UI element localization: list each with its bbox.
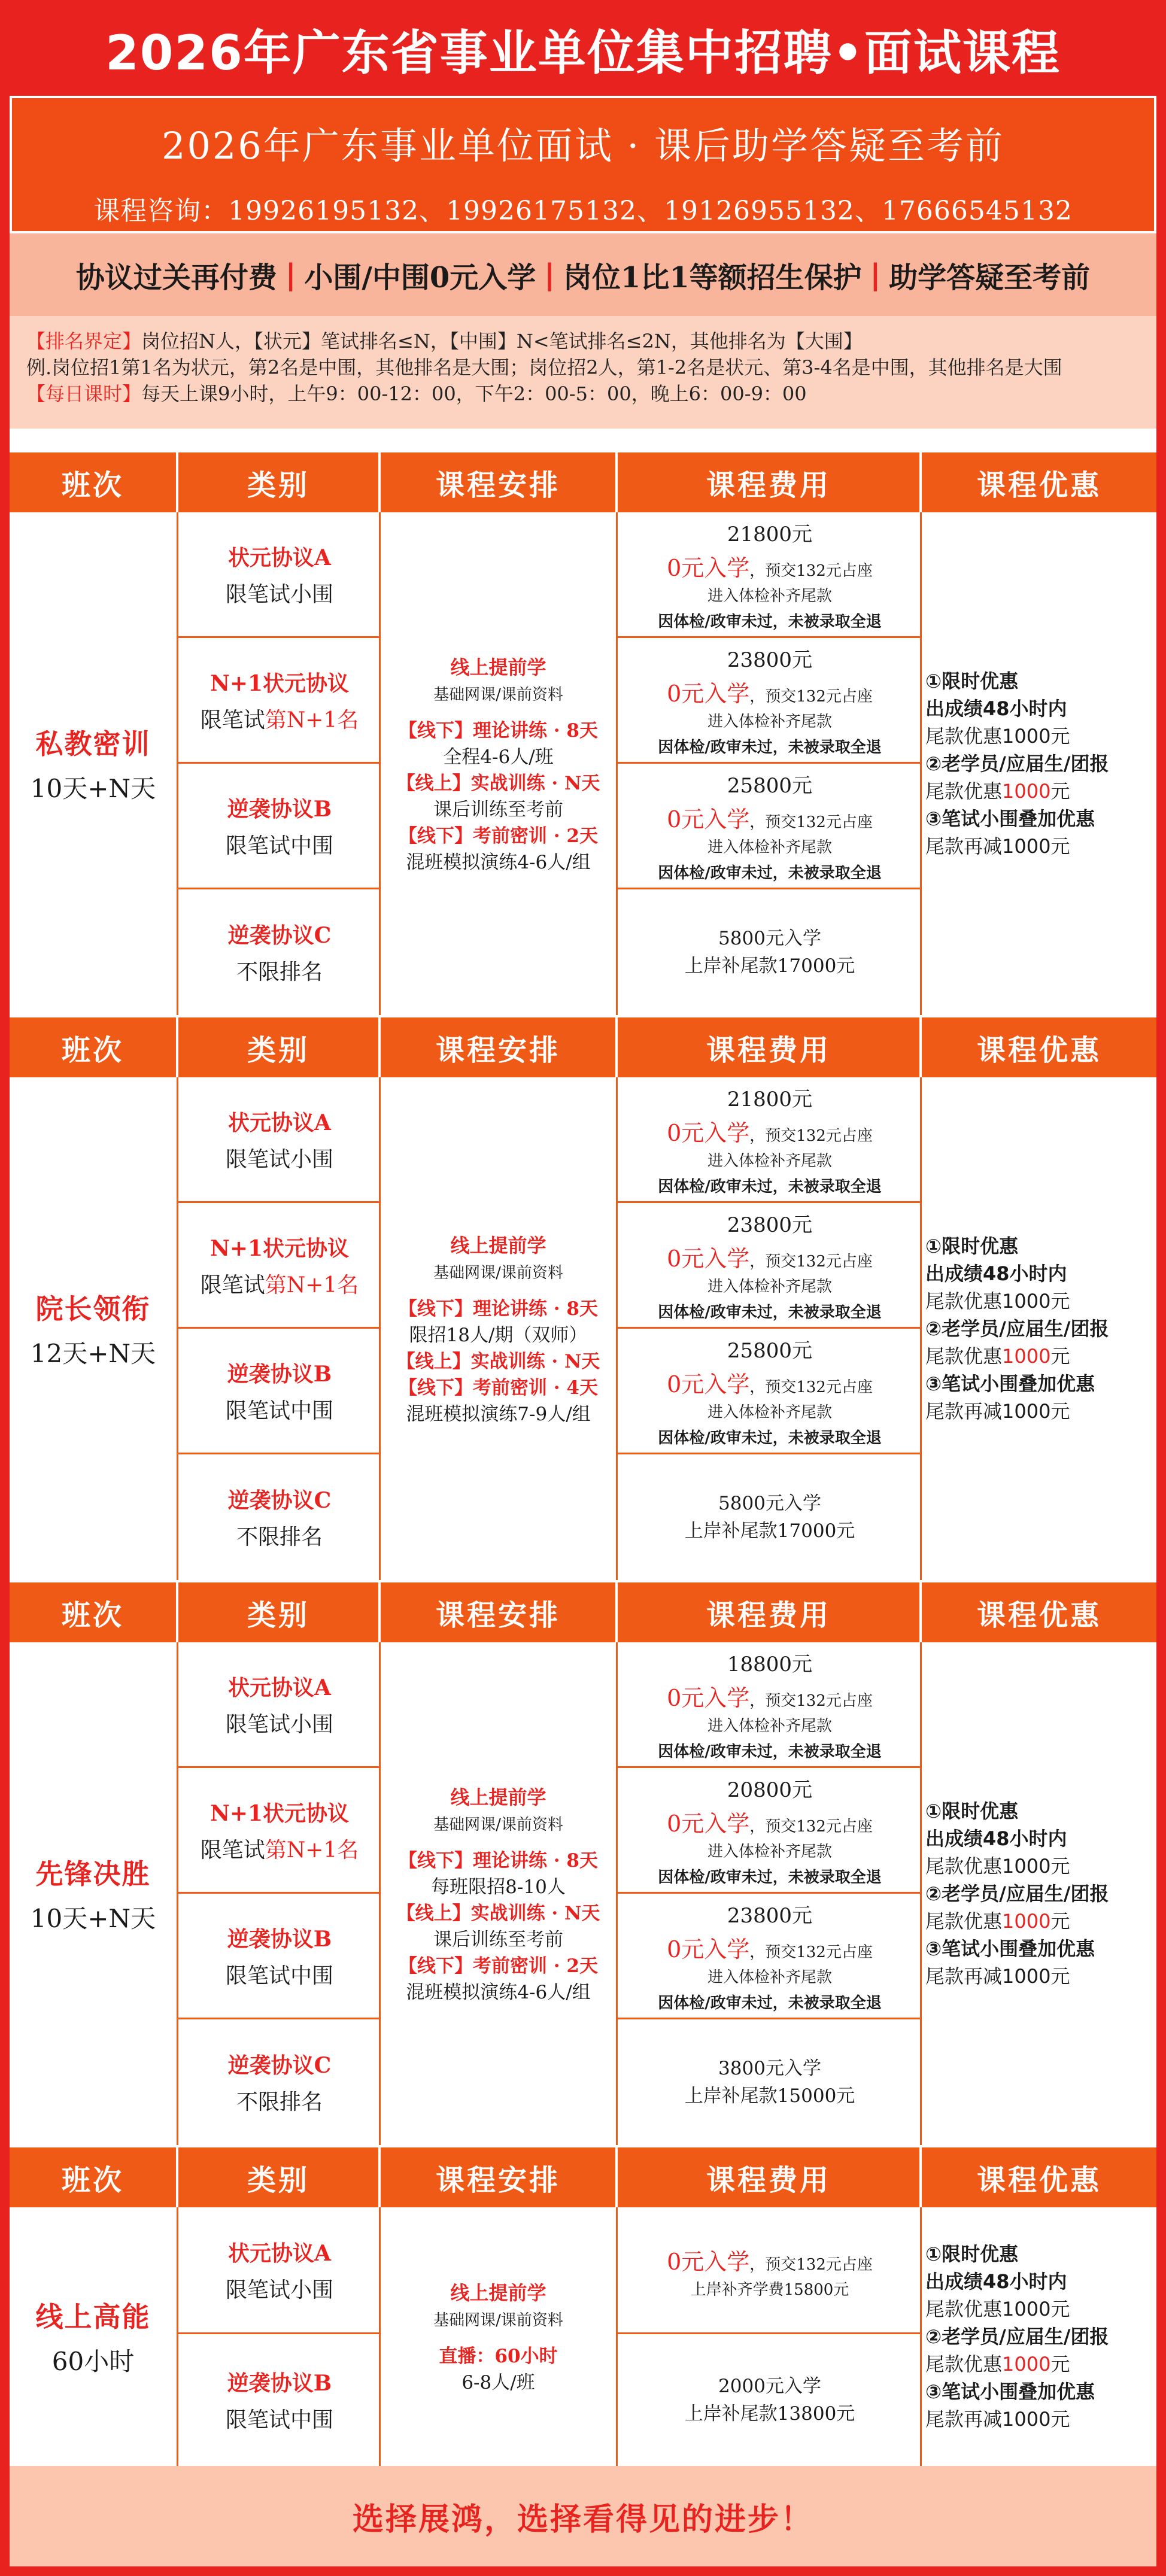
category-cell	[178, 1894, 381, 2019]
fee-zero-entry: 0元入学，预交132元占座	[667, 554, 873, 581]
header-discount: 课程优惠	[976, 468, 1101, 502]
schedule-line: 课后训练至考前	[433, 1928, 563, 1951]
schedule-cell	[381, 1077, 618, 1580]
schedule-line: 【线下】理论讲练 · 8天	[399, 1849, 598, 1872]
fee-balance: 上岸补尾款13800元	[684, 2403, 855, 2425]
note-text: 每天上课9小时，上午9：00-12：00，下午2：00-5：00，晚上6：00-9：00	[141, 382, 807, 405]
category-sub: 不限排名	[236, 1525, 323, 1550]
schedule-line: 限招18人/期（双师）	[409, 1324, 588, 1346]
category-sub: 限笔试小围	[225, 1147, 333, 1172]
fee-cell	[618, 1894, 922, 2019]
category-sub: 不限排名	[236, 2090, 323, 2115]
schedule-line: 【线下】考前密训 · 2天	[399, 1955, 598, 1977]
schedule-line: 【线下】理论讲练 · 8天	[399, 719, 598, 742]
fee-cell	[618, 1642, 922, 1768]
schedule-line: 课后训练至考前	[433, 798, 563, 821]
discount-line: ③笔试小围叠加优惠	[925, 1372, 1095, 1395]
table-header	[10, 1017, 1156, 1077]
fee-makeup: 进入体检补齐尾款	[707, 838, 832, 856]
footer-slogan: 选择展鸿，选择看得见的进步！	[10, 2466, 1156, 2566]
header-class: 班次	[10, 1017, 178, 1077]
category-title: 逆袭协议B	[227, 1926, 332, 1952]
header-category: 类别	[178, 452, 381, 512]
discount-line: ②老学员/应届生/团报	[925, 2325, 1109, 2348]
fee-price: 18800元	[727, 1652, 813, 1676]
fee-balance: 上岸补尾款17000元	[684, 1520, 855, 1542]
schedule-cell	[381, 512, 618, 1015]
discount-line: 尾款优惠1000元	[925, 1345, 1070, 1368]
fee-refund: 因体检/政审未过，未被录取全退	[658, 1177, 882, 1196]
fee-refund: 因体检/政审未过，未被录取全退	[658, 738, 882, 757]
discount-line: ①限时优惠	[925, 2243, 1019, 2265]
fee-entry: 2000元入学	[718, 2375, 821, 2397]
discount-cell	[922, 2207, 1156, 2466]
fee-makeup: 进入体检补齐尾款	[707, 1968, 832, 1986]
schedule-line: 每班限招8-10人	[431, 1876, 566, 1898]
fee-refund: 因体检/政审未过，未被录取全退	[658, 1742, 882, 1761]
discount-cell	[922, 1077, 1156, 1580]
category-cell	[178, 638, 381, 764]
fee-cell	[618, 764, 922, 889]
discount-line: 出成绩48小时内	[925, 2270, 1067, 2293]
category-title: N+1状元协议	[209, 1235, 350, 1261]
category-sub	[201, 1268, 359, 1299]
discount-line: 出成绩48小时内	[925, 1262, 1067, 1285]
fee-column	[618, 2207, 922, 2466]
category-cell	[178, 2019, 381, 2145]
class-name: 先锋决胜	[35, 1858, 151, 1890]
category-cell	[178, 1203, 381, 1329]
category-column	[178, 1077, 381, 1580]
note-text: 岗位招N人，【状元】笔试排名≤N，【中围】N<笔试排名≤2N，其他排名为【大围】	[141, 330, 863, 353]
category-sub: 限笔试小围	[225, 1712, 333, 1737]
schedule-online-pre: 线上提前学	[450, 1785, 546, 1809]
schedule-online-sub: 基础网课/课前资料	[433, 2311, 563, 2329]
category-title: 逆袭协议B	[227, 1361, 332, 1387]
fee-cell	[618, 1203, 922, 1329]
class-name-cell	[10, 1642, 178, 2145]
category-sub-a: 限笔试	[200, 707, 265, 733]
promise-item: 助学答疑至考前	[889, 260, 1091, 294]
fee-zero-entry: 0元入学，预交132元占座	[667, 1245, 873, 1272]
fee-price: 21800元	[727, 1087, 813, 1111]
fee-column	[618, 1077, 922, 1580]
fee-zero-entry: 0元入学，预交132元占座	[667, 2248, 873, 2275]
category-title: 状元协议A	[228, 1675, 331, 1700]
category-sub: 限笔试中围	[225, 2408, 333, 2432]
fee-refund: 因体检/政审未过，未被录取全退	[658, 1303, 882, 1322]
fee-cell	[618, 1077, 922, 1203]
promise-item: 协议过关再付费	[75, 260, 277, 294]
schedule-line: 【线下】考前密训 · 4天	[399, 1377, 598, 1399]
divider: |	[285, 258, 296, 291]
category-title: 状元协议A	[228, 545, 331, 570]
fee-refund: 因体检/政审未过，未被录取全退	[658, 1429, 882, 1447]
discount-line: 尾款再减1000元	[925, 835, 1070, 858]
discount-line: 尾款优惠1000元	[925, 1910, 1070, 1933]
category-sub: 限笔试中围	[225, 1963, 333, 1988]
class-name-cell	[10, 512, 178, 1015]
category-sub-a: 限笔试	[200, 1272, 265, 1298]
schedule-cell	[381, 2207, 618, 2466]
schedule-line: 【线下】理论讲练 · 8天	[399, 1298, 598, 1320]
discount-line: 尾款优惠1000元	[925, 780, 1070, 803]
note-line	[26, 354, 1140, 381]
discount-cell	[922, 1642, 1156, 2145]
category-title: N+1状元协议	[209, 1800, 350, 1826]
discount-line: ③笔试小围叠加优惠	[925, 807, 1095, 830]
fee-zero-entry: 0元入学，预交132元占座	[667, 680, 873, 707]
fee-cell	[618, 889, 922, 1015]
fee-cell	[618, 2019, 922, 2145]
header-schedule: 课程安排	[381, 2147, 618, 2207]
discount-line: ①限时优惠	[925, 1800, 1019, 1822]
course-table-frame	[10, 96, 1156, 2566]
category-cell	[178, 1077, 381, 1203]
header-schedule: 课程安排	[381, 1582, 618, 1642]
top-banner	[10, 96, 1156, 233]
fee-makeup: 进入体检补齐尾款	[707, 1277, 832, 1296]
schedule-line: 直播：60小时	[439, 2345, 558, 2367]
header-category: 类别	[178, 1582, 381, 1642]
discount-line: 出成绩48小时内	[925, 697, 1067, 720]
note-tag: 【每日课时】	[26, 382, 142, 405]
category-title: 逆袭协议B	[227, 2371, 332, 2396]
category-column	[178, 2207, 381, 2466]
class-duration: 10天+N天	[30, 774, 156, 803]
category-title: N+1状元协议	[209, 670, 350, 696]
fee-entry: 5800元入学	[718, 1493, 821, 1514]
header-category: 类别	[178, 2147, 381, 2207]
discount-line: ①限时优惠	[925, 1235, 1019, 1257]
schedule-online-pre: 线上提前学	[450, 655, 546, 679]
category-title: 逆袭协议B	[227, 796, 332, 822]
fee-cell	[618, 1768, 922, 1894]
class-duration: 60小时	[51, 2347, 135, 2376]
schedule-online-pre: 线上提前学	[450, 2281, 546, 2304]
header-fee: 课程费用	[618, 2147, 922, 2207]
fee-price: 25800元	[727, 773, 813, 798]
schedule-line: 【线上】实战训练 · N天	[396, 1350, 600, 1372]
fee-price: 25800元	[727, 1338, 813, 1363]
header-schedule: 课程安排	[381, 1017, 618, 1077]
schedule-line: 混班模拟演练4-6人/组	[406, 851, 591, 873]
schedule-cell	[381, 1642, 618, 2145]
fee-column	[618, 512, 922, 1015]
fee-balance: 上岸补尾款15000元	[684, 2085, 855, 2107]
category-cell	[178, 2207, 381, 2334]
discount-line: 尾款优惠1000元	[925, 1290, 1070, 1313]
fee-cell	[618, 1454, 922, 1580]
table-header	[10, 452, 1156, 512]
divider: |	[544, 258, 555, 291]
fee-zero-entry: 0元入学，预交132元占座	[667, 1810, 873, 1837]
category-cell	[178, 1454, 381, 1580]
class-name: 线上高能	[35, 2301, 151, 2333]
header-class: 班次	[10, 1582, 178, 1642]
header-fee: 课程费用	[618, 1017, 922, 1077]
table-header	[10, 2147, 1156, 2207]
contact-phones: 课程咨询：19926195132、19926175132、19126955132、17666545132	[93, 196, 1073, 226]
schedule-online-pre: 线上提前学	[450, 1234, 546, 1257]
header-discount: 课程优惠	[976, 1033, 1101, 1067]
banner-title: 2026年广东事业单位面试 · 课后助学答疑至考前	[162, 124, 1004, 168]
class-duration: 10天+N天	[30, 1904, 156, 1933]
category-cell	[178, 2334, 381, 2466]
class-name-cell	[10, 1077, 178, 1580]
category-column	[178, 1642, 381, 2145]
page-title: 2026年广东省事业单位集中招聘•面试课程	[105, 25, 1061, 81]
discount-line: ③笔试小围叠加优惠	[925, 1937, 1095, 1960]
category-column	[178, 512, 381, 1015]
discount-line: 尾款再减1000元	[925, 1400, 1070, 1423]
category-sub-b: 第N+1名	[265, 707, 359, 733]
category-sub-b: 第N+1名	[265, 1272, 359, 1298]
category-cell	[178, 1768, 381, 1894]
category-cell	[178, 764, 381, 889]
schedule-line: 6-8人/班	[461, 2371, 535, 2393]
fee-cell	[618, 512, 922, 638]
fee-cell	[618, 2207, 922, 2334]
category-sub: 限笔试中围	[225, 833, 333, 858]
fee-column	[618, 1642, 922, 2145]
fee-zero-entry: 0元入学，预交132元占座	[667, 1371, 873, 1398]
category-title: 状元协议A	[228, 2240, 331, 2266]
discount-line: 尾款优惠1000元	[925, 2298, 1070, 2320]
category-sub: 不限排名	[236, 960, 323, 985]
category-sub	[201, 1833, 359, 1864]
promise-item: 岗位1比1等额招生保护	[563, 260, 862, 294]
divider: |	[870, 258, 881, 291]
category-sub	[201, 703, 359, 734]
fee-makeup: 进入体检补齐尾款	[707, 1152, 832, 1170]
fee-balance: 上岸补尾款17000元	[684, 955, 855, 977]
discount-cell	[922, 512, 1156, 1015]
note-tag: 【排名界定】	[26, 330, 142, 353]
category-title: 状元协议A	[228, 1110, 331, 1135]
fee-zero-entry: 0元入学，预交132元占座	[667, 1684, 873, 1711]
ranking-notes	[10, 316, 1156, 429]
fee-entry: 3800元入学	[718, 2058, 821, 2079]
fee-makeup: 进入体检补齐尾款	[707, 1717, 832, 1735]
fee-makeup: 进入体检补齐尾款	[707, 712, 832, 731]
header-class: 班次	[10, 452, 178, 512]
promise-strip	[10, 233, 1156, 316]
fee-cell	[618, 2334, 922, 2466]
category-cell	[178, 512, 381, 638]
category-cell	[178, 1329, 381, 1454]
header-schedule: 课程安排	[381, 452, 618, 512]
schedule-online-sub: 基础网课/课前资料	[433, 685, 563, 704]
fee-zero-entry: 0元入学，预交132元占座	[667, 1119, 873, 1146]
fee-price: 20800元	[727, 1778, 813, 1802]
category-title: 逆袭协议C	[227, 2053, 332, 2078]
fee-zero-entry: 0元入学，预交132元占座	[667, 1936, 873, 1963]
fee-entry: 5800元入学	[718, 928, 821, 949]
class-name-cell	[10, 2207, 178, 2466]
header-fee: 课程费用	[618, 452, 922, 512]
category-cell	[178, 1642, 381, 1768]
discount-line: 出成绩48小时内	[925, 1827, 1067, 1850]
category-title: 逆袭协议C	[227, 923, 332, 948]
schedule-line: 【线上】实战训练 · N天	[396, 1902, 600, 1924]
fee-refund: 因体检/政审未过，未被录取全退	[658, 1994, 882, 2012]
fee-price: 23800元	[727, 1213, 813, 1237]
fee-refund: 因体检/政审未过，未被录取全退	[658, 864, 882, 882]
category-sub: 限笔试小围	[225, 582, 333, 607]
schedule-line: 全程4-6人/班	[443, 746, 554, 768]
fee-price: 21800元	[727, 522, 813, 546]
fee-refund: 因体检/政审未过，未被录取全退	[658, 1868, 882, 1887]
category-sub: 限笔试小围	[225, 2277, 333, 2302]
schedule-online-sub: 基础网课/课前资料	[433, 1815, 563, 1834]
discount-line: ②老学员/应届生/团报	[925, 752, 1109, 775]
discount-line: ①限时优惠	[925, 670, 1019, 692]
schedule-line: 【线下】考前密训 · 2天	[399, 825, 598, 847]
schedule-online-sub: 基础网课/课前资料	[433, 1263, 563, 1282]
fee-price: 23800元	[727, 648, 813, 672]
category-sub-b: 第N+1名	[265, 1837, 359, 1863]
category-title: 逆袭协议C	[227, 1488, 332, 1513]
discount-line: 尾款再减1000元	[925, 1965, 1070, 1988]
class-name: 院长领衔	[35, 1293, 151, 1325]
discount-line: ③笔试小围叠加优惠	[925, 2380, 1095, 2403]
fee-makeup: 进入体检补齐尾款	[707, 1403, 832, 1421]
class-name: 私教密训	[35, 728, 151, 760]
schedule-line: 混班模拟演练4-6人/组	[406, 1981, 591, 2003]
header-discount: 课程优惠	[976, 1598, 1101, 1632]
class-duration: 12天+N天	[30, 1339, 156, 1368]
note-line	[26, 381, 1140, 407]
fee-makeup: 进入体检补齐尾款	[707, 1842, 832, 1861]
header-class: 班次	[10, 2147, 178, 2207]
discount-line: 尾款再减1000元	[925, 2408, 1070, 2431]
fee-makeup: 进入体检补齐尾款	[707, 587, 832, 605]
schedule-line: 混班模拟演练7-9人/组	[406, 1403, 591, 1425]
note-line	[26, 328, 1140, 354]
discount-line: 尾款优惠1000元	[925, 2353, 1070, 2375]
header-discount: 课程优惠	[976, 2163, 1101, 2197]
fee-balance: 上岸补齐学费15800元	[690, 2280, 849, 2299]
header-fee: 课程费用	[618, 1582, 922, 1642]
schedule-line: 【线上】实战训练 · N天	[396, 772, 600, 794]
discount-line: ②老学员/应届生/团报	[925, 1882, 1109, 1905]
note-text: 例.岗位招1第1名为状元，第2名是中围，其他排名是大围；岗位招2人，第1-2名是状元、第3-4名是中围，其他排名是大围	[26, 356, 1062, 379]
promise-item: 小围/中围0元入学	[304, 260, 536, 294]
fee-price: 23800元	[727, 1903, 813, 1928]
category-cell	[178, 889, 381, 1015]
discount-line: 尾款优惠1000元	[925, 725, 1070, 748]
category-sub: 限笔试中围	[225, 1398, 333, 1423]
discount-line: 尾款优惠1000元	[925, 1855, 1070, 1878]
fee-zero-entry: 0元入学，预交132元占座	[667, 806, 873, 833]
header-category: 类别	[178, 1017, 381, 1077]
table-header	[10, 1582, 1156, 1642]
fee-cell	[618, 1329, 922, 1454]
category-sub-a: 限笔试	[200, 1837, 265, 1863]
fee-refund: 因体检/政审未过，未被录取全退	[658, 612, 882, 631]
discount-line: ②老学员/应届生/团报	[925, 1317, 1109, 1340]
fee-cell	[618, 638, 922, 764]
